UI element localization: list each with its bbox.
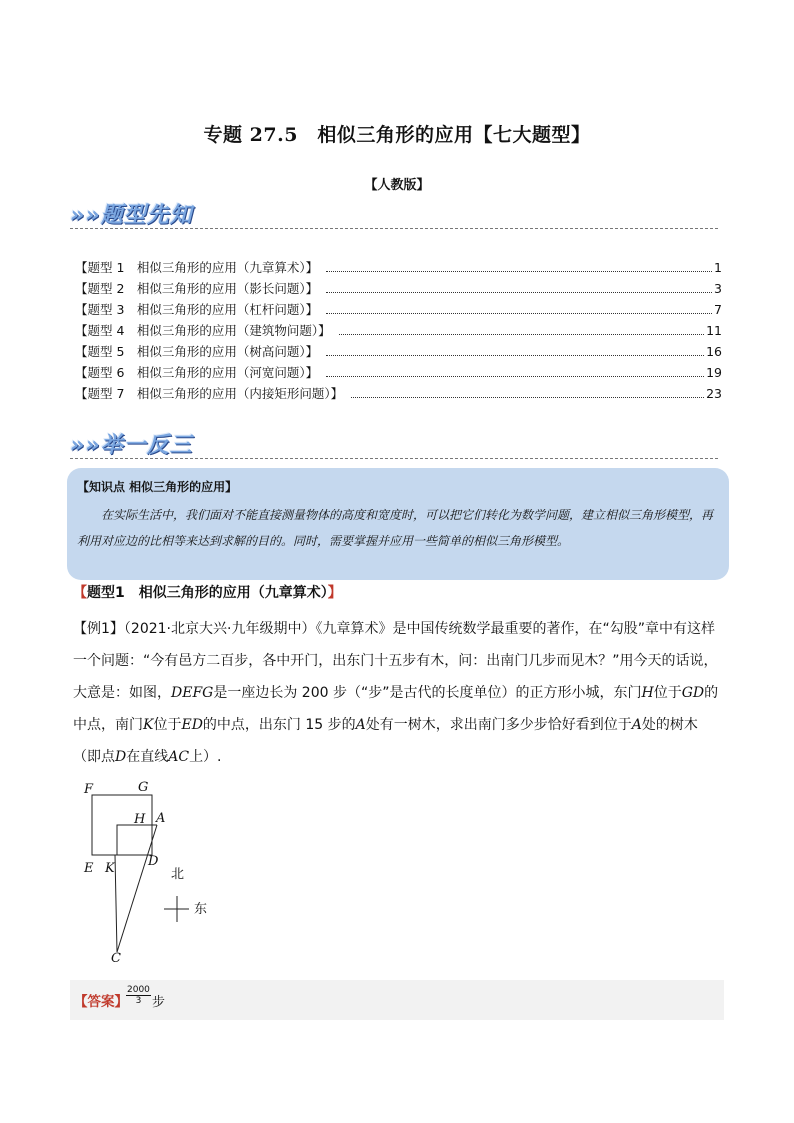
answer-numerator: 2000 xyxy=(127,985,150,995)
answer-unit: 步 xyxy=(152,995,166,1010)
example-source: （2021·北京大兴·九年级期中） xyxy=(123,621,316,637)
label-c: C xyxy=(111,951,121,966)
toc-item[interactable] xyxy=(75,258,722,279)
compass-east-label: 东 xyxy=(194,902,208,917)
answer-denominator: 3 xyxy=(135,996,142,1006)
example-text: 位于 xyxy=(653,685,682,701)
toc-leader xyxy=(326,375,704,377)
toc-item-label: 【题型 3 相似三角形的应用（杠杆问题）】 xyxy=(75,302,319,317)
var-a: A xyxy=(631,717,642,733)
inner-square xyxy=(117,825,152,855)
toc-leader xyxy=(351,396,704,398)
edition-label: 【人教版】 xyxy=(364,178,430,193)
toc-leader xyxy=(326,270,712,272)
toc-item-label: 【题型 5 相似三角形的应用（树高问题）】 xyxy=(75,344,319,359)
compass-north-label: 北 xyxy=(171,867,185,882)
toc-item-label: 【题型 2 相似三角形的应用（影长问题）】 xyxy=(75,281,319,296)
banner-examples: »»举一反三 xyxy=(70,433,193,458)
line-kc xyxy=(115,855,117,952)
toc-item[interactable] xyxy=(75,321,722,342)
line-ac xyxy=(117,825,157,952)
label-f: F xyxy=(84,782,94,797)
answer-fraction xyxy=(126,985,151,1006)
toc-item-page: 11 xyxy=(706,323,722,338)
toc-item-page: 23 xyxy=(706,386,722,401)
toc-item[interactable] xyxy=(75,300,722,321)
toc-leader xyxy=(339,333,704,335)
document-title: 专题 27.5 相似三角形的应用【七大题型】 xyxy=(203,124,591,146)
bracket-open: 【 xyxy=(73,585,87,601)
label-a: A xyxy=(156,811,166,826)
var-ed: ED xyxy=(181,717,203,733)
label-k: K xyxy=(105,861,115,876)
banner-divider xyxy=(70,228,718,229)
answer-label: 【答案】 xyxy=(74,994,128,1010)
example-text: 在直线 xyxy=(126,749,169,765)
toc-item-page: 19 xyxy=(706,365,722,380)
toc-item[interactable] xyxy=(75,384,722,405)
example-text: 处的树木（即点 xyxy=(73,717,698,765)
toc-item[interactable] xyxy=(75,342,722,363)
example-problem xyxy=(73,613,725,773)
toc-item-label: 【题型 1 相似三角形的应用（九章算术）】 xyxy=(75,260,319,275)
label-d: D xyxy=(148,854,159,869)
example-text: 上）. xyxy=(189,749,222,765)
table-of-contents xyxy=(75,258,722,405)
toc-item-page: 7 xyxy=(714,302,722,317)
knowledge-point-body xyxy=(77,502,722,554)
geometry-figure xyxy=(72,772,232,972)
section-heading-label: 题型1 相似三角形的应用（九章算术） xyxy=(87,585,328,601)
toc-leader xyxy=(326,354,704,356)
toc-item[interactable] xyxy=(75,279,722,300)
section-heading xyxy=(73,582,342,602)
toc-item-label: 【题型 7 相似三角形的应用（内接矩形问题）】 xyxy=(75,386,344,401)
banner-divider xyxy=(70,458,718,459)
toc-item-page: 1 xyxy=(714,260,722,275)
toc-item-page: 16 xyxy=(706,344,722,359)
example-text: 《九章算术》是中国传统数学最重要的著作，在“勾股”章中有这样一个问题：“今有邑方二百步，各中开门，出东门十五步有木，问：出南门几步而见木？”用今天的话说，大意是：如图， xyxy=(73,621,718,701)
knowledge-point-text: 在实际生活中，我们面对不能直接测量物体的高度和宽度时，可以把它们转化为数学问题，建立相似三角形模型，再利用对应边的比相等来达到求解的目的。同时，需要掌握并应用一些简单的相似三角形模型。 xyxy=(77,508,714,548)
toc-leader xyxy=(326,291,712,293)
var-a: A xyxy=(355,717,366,733)
example-tag: 【例1】 xyxy=(73,621,124,637)
label-g: G xyxy=(138,780,149,795)
answer-box xyxy=(70,980,724,1020)
example-text: 位于 xyxy=(153,717,182,733)
var-d: D xyxy=(115,749,127,765)
label-h: H xyxy=(134,812,146,827)
var-h: H xyxy=(641,685,654,701)
knowledge-point-heading: 【知识点 相似三角形的应用】 xyxy=(77,480,238,494)
toc-leader xyxy=(326,312,712,314)
var-k: K xyxy=(143,717,154,733)
example-text: 是一座边长为 200 步（“步”是古代的长度单位）的正方形小城，东门 xyxy=(213,685,642,701)
banner-question-types: »»题型先知 xyxy=(70,203,193,228)
example-text: 的中点，出东门 15 步的 xyxy=(202,717,356,733)
knowledge-point-box xyxy=(67,468,729,580)
toc-item-label: 【题型 6 相似三角形的应用（河宽问题）】 xyxy=(75,365,319,380)
example-text: 的中点，南门 xyxy=(73,685,719,733)
toc-item-page: 3 xyxy=(714,281,722,296)
label-e: E xyxy=(84,861,94,876)
toc-item[interactable] xyxy=(75,363,722,384)
toc-item-label: 【题型 4 相似三角形的应用（建筑物问题）】 xyxy=(75,323,331,338)
example-text: 处有一树木，求出南门多少步恰好看到位于 xyxy=(365,717,632,733)
var-defg: DEFG xyxy=(171,685,214,701)
var-gd: GD xyxy=(681,685,705,701)
var-ac: AC xyxy=(168,749,190,765)
bracket-close: 】 xyxy=(327,585,342,601)
